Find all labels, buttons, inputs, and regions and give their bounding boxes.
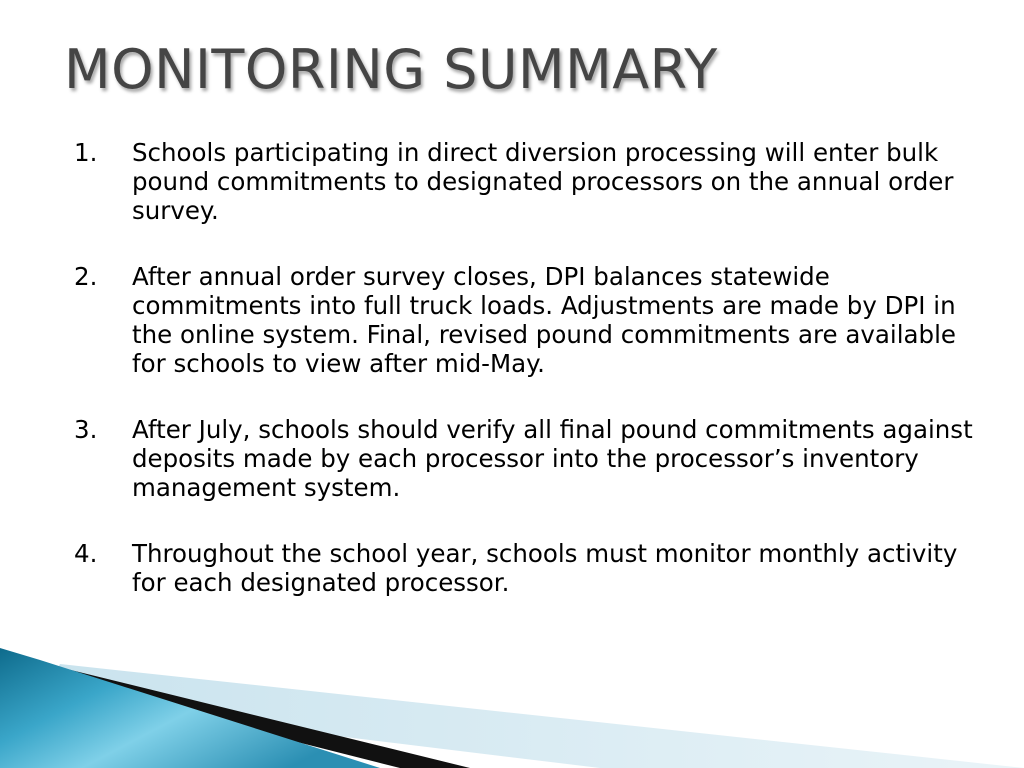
list-item-number: 4. xyxy=(74,539,98,568)
list-item xyxy=(74,415,974,502)
list-item xyxy=(74,138,974,225)
list-item-text: Throughout the school year, schools must monitor monthly activity for each designated processor. xyxy=(132,539,958,597)
list-item xyxy=(74,262,974,378)
list-item-number: 3. xyxy=(74,415,98,444)
list-item xyxy=(74,539,974,597)
slide-title: MONITORING SUMMARY xyxy=(64,38,718,101)
blue-wedge xyxy=(0,648,380,768)
list-item-number: 1. xyxy=(74,138,98,167)
list-item-text: After annual order survey closes, DPI balances statewide commitments into full truck loads. Adjustments are made by DPI in the online system. Final, revised pound commitments are available for schools to view after mid-May. xyxy=(132,262,956,378)
list-item-text: After July, schools should verify all final pound commitments against deposits made by each processor into the processor’s inventory management system. xyxy=(132,415,973,502)
list-item-number: 2. xyxy=(74,262,98,291)
pale-stripe xyxy=(40,664,1024,768)
summary-list xyxy=(74,138,974,634)
list-item-text: Schools participating in direct diversion processing will enter bulk pound commitments to designated processors on the annual order survey. xyxy=(132,138,954,225)
black-stripe xyxy=(20,660,470,768)
